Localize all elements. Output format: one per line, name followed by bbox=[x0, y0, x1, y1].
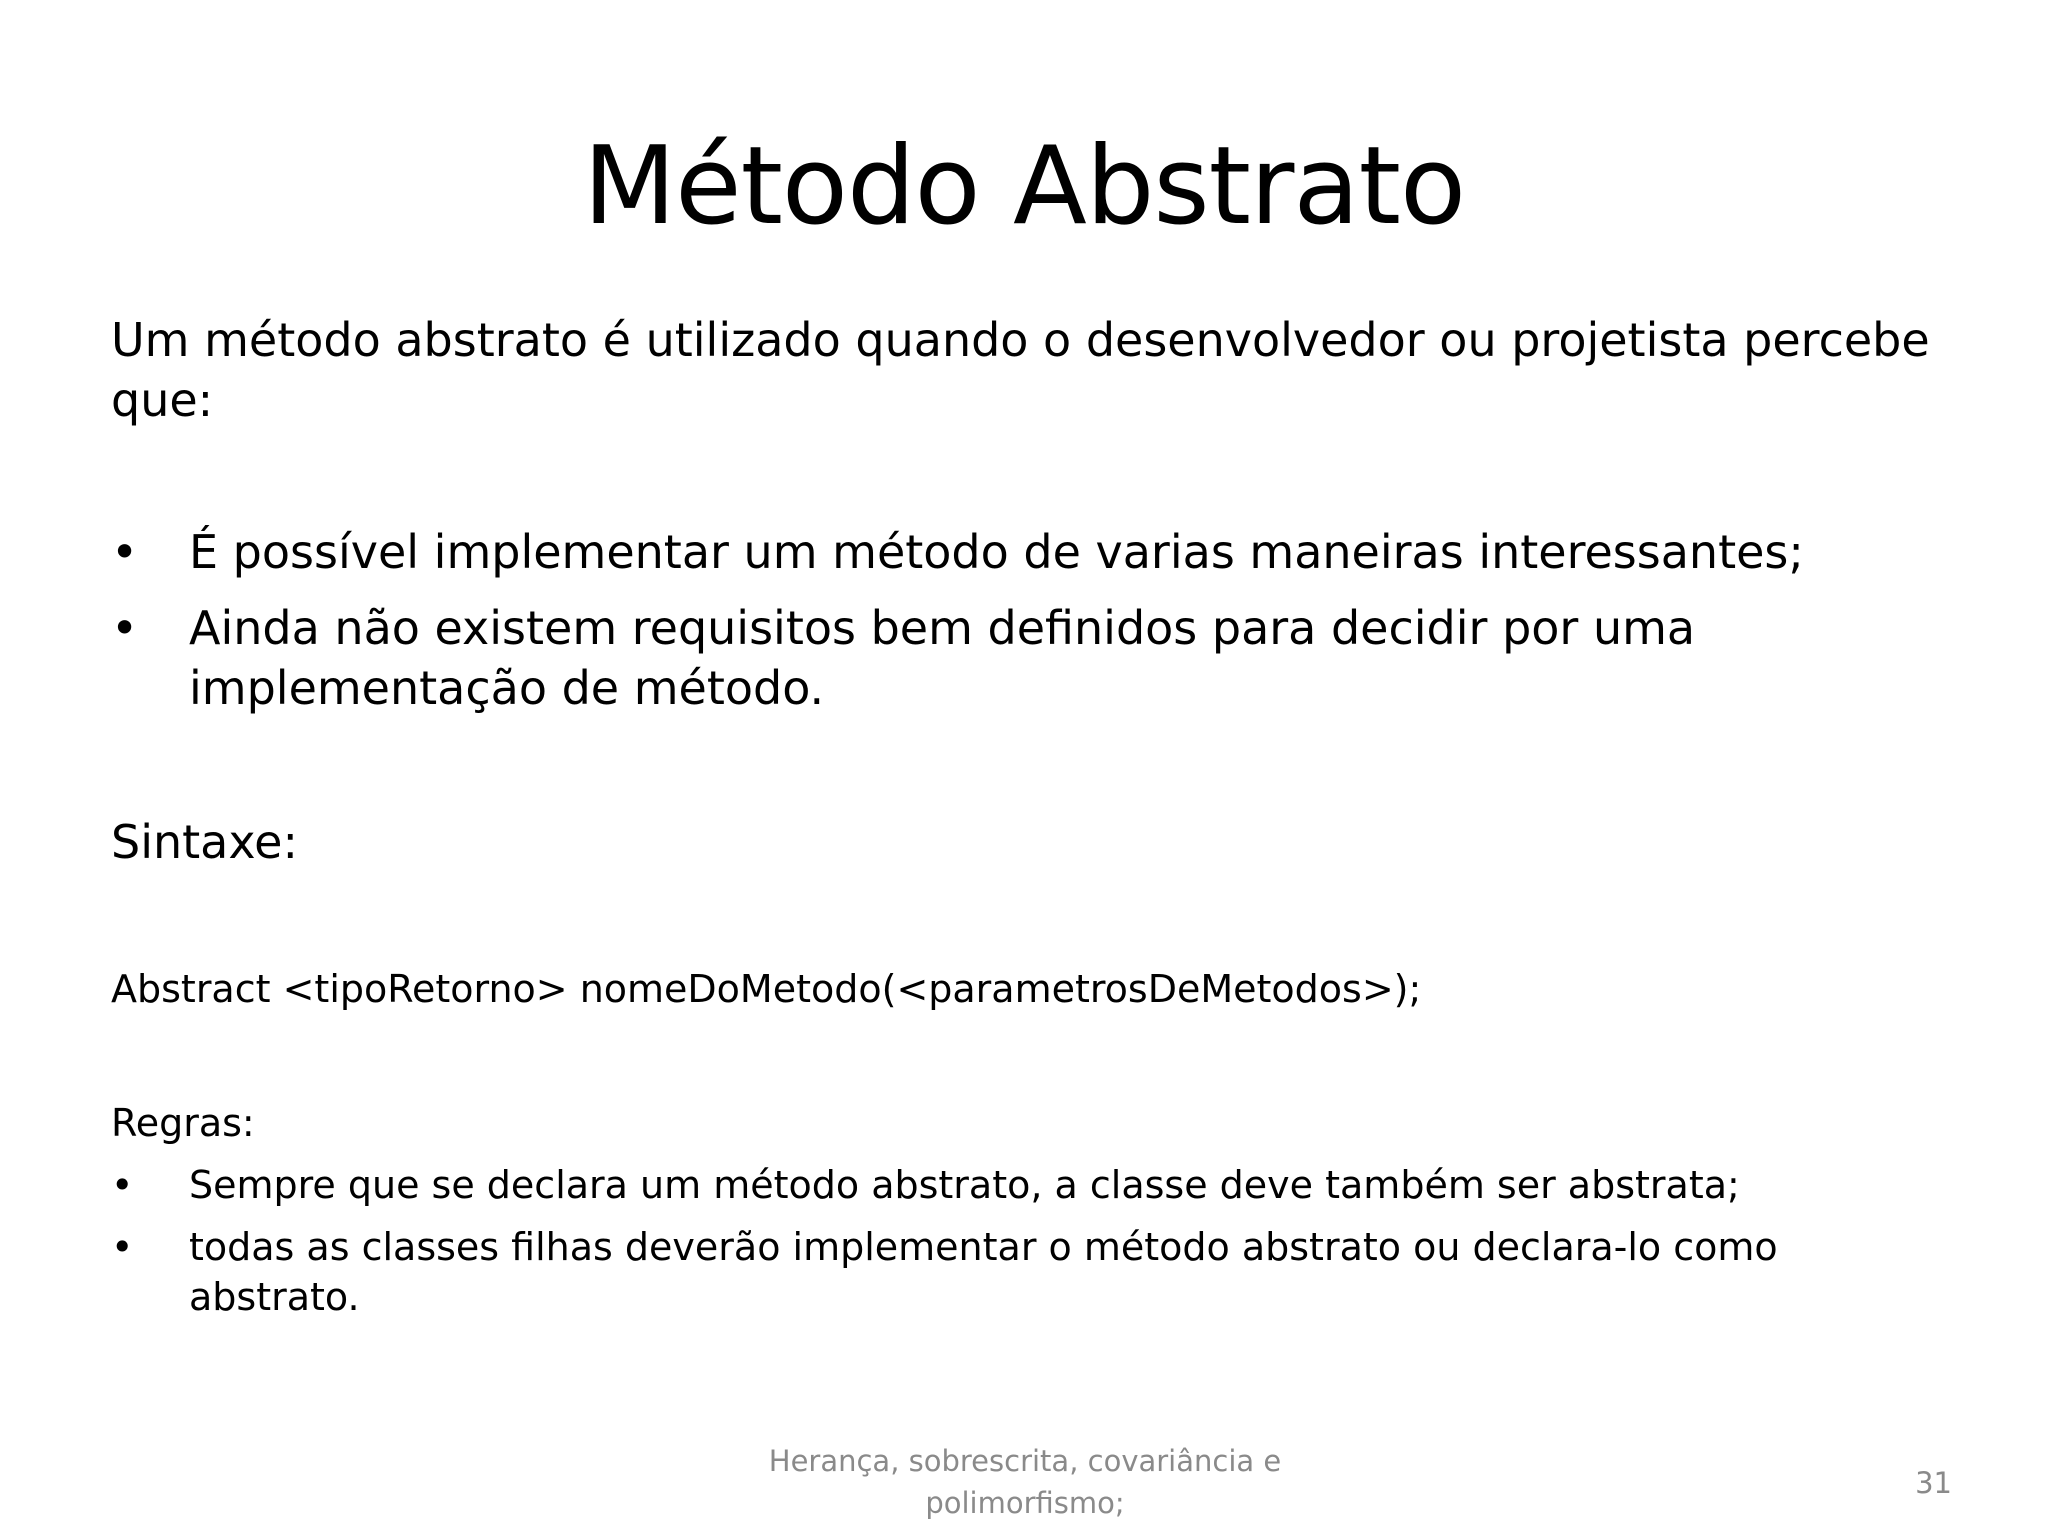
bullet-icon: • bbox=[111, 1225, 134, 1269]
list-item bbox=[111, 522, 1931, 582]
slide-footer: Herança, sobrescrita, covariância e polimorfismo; bbox=[768, 1444, 1282, 1520]
syntax-heading: Sintaxe: bbox=[111, 815, 298, 869]
rules-heading: Regras: bbox=[111, 1101, 255, 1145]
page-number: 31 bbox=[1915, 1466, 1952, 1500]
list-item-text: Ainda não existem requisitos bem definidos para decidir por uma implementação de método. bbox=[189, 601, 1696, 715]
bullet-icon: • bbox=[111, 1163, 134, 1207]
main-bullet-list bbox=[111, 522, 1931, 734]
list-item bbox=[111, 1222, 1911, 1322]
rules-bullet-list bbox=[111, 1160, 1911, 1334]
list-item-text: todas as classes filhas deverão implementar o método abstrato ou declara-lo como abstrato. bbox=[189, 1225, 1778, 1319]
list-item-text: Sempre que se declara um método abstrato, a classe deve também ser abstrata; bbox=[189, 1163, 1740, 1207]
list-item-text: É possível implementar um método de varias maneiras interessantes; bbox=[189, 525, 1804, 579]
list-item bbox=[111, 598, 1931, 718]
intro-paragraph: Um método abstrato é utilizado quando o desenvolvedor ou projetista percebe que: bbox=[111, 313, 1930, 427]
slide-title: Método Abstrato bbox=[582, 124, 1466, 249]
bullet-icon: • bbox=[111, 601, 139, 655]
list-item bbox=[111, 1160, 1911, 1210]
bullet-icon: • bbox=[111, 525, 139, 579]
syntax-code: Abstract <tipoRetorno> nomeDoMetodo(<parametrosDeMetodos>); bbox=[111, 967, 1422, 1011]
